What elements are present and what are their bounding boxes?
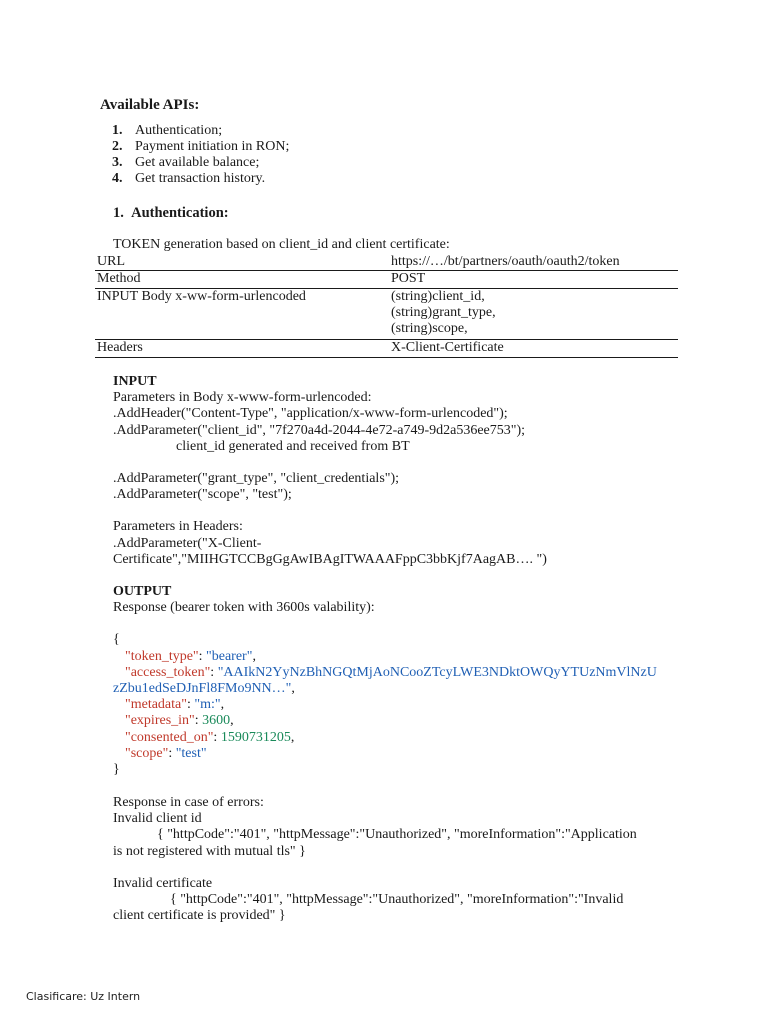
section-heading: 1. Authentication: [113, 205, 229, 221]
json-line: zZbu1edSeDJnFl8FMo9NN…", [113, 681, 295, 697]
list-item: 1. Authentication; [112, 123, 223, 138]
classification-footer: Clasificare: Uz Intern [26, 990, 141, 1003]
json-line: "metadata": "m:", [125, 697, 225, 713]
json-line: "consented_on": 1590731205, [125, 729, 295, 745]
token-intro: TOKEN generation based on client_id and client certificate: [113, 237, 450, 252]
output-title: OUTPUT [113, 584, 172, 599]
input-section: INPUT Parameters in Body x-www-form-urlencoded: .AddHeader("Content-Type", "application/x-www-form-urlencoded"); .AddParameter("client_id", "7f270a4d-2044-4e72-a749-9d2a536ee753"); client_id generated and received from BT .AddParameter("grant_type", "client_credentials"); .AddParameter("scope", "test"); Parameters in Headers: .AddParameter("X-Client- Certificate","MIIHGTCCBgGgAwIBAgITWAAAFppC3bbKjf7AagAB…. ") [113, 374, 547, 567]
json-line: "token_type": "bearer", [125, 648, 256, 664]
api-list [112, 123, 289, 187]
input-title: INPUT [113, 374, 157, 389]
page-heading: Available APIs: [100, 97, 200, 113]
table-row: URL https://…/bt/partners/oauth/oauth2/token [95, 254, 678, 271]
list-item: 2. Payment initiation in RON; [112, 139, 290, 154]
table-row: Method POST [95, 271, 678, 289]
table-row: Headers X-Client-Certificate [95, 340, 678, 358]
json-line: "access_token": "AAIkN2YyNzBhNGQtMjAoNCooZTcyLWE3NDktOWQyYTUzNmVlNzU [125, 664, 657, 680]
table-row: INPUT Body x-ww-form-urlencoded (string)client_id, (string)grant_type, (string)scope, [95, 289, 678, 340]
json-line: "expires_in": 3600, [125, 713, 234, 729]
output-section: OUTPUT Response (bearer token with 3600s valability): { "token_type": "bearer", "access_token": "AAIkN2YyNzBhNGQtMjAoNCooZTcyLWE3NDktOWQyYTUzNmVlNzU zZbu1edSeDJnFl8FMo9NN…", "metadata": "m:", "expires_in": 3600, "consented_on": 1590731205, "scope": "test" } [113, 584, 657, 778]
json-line: "scope": "test" [125, 745, 207, 761]
endpoint-table [95, 254, 678, 358]
list-item: 3. Get available balance; [112, 155, 260, 170]
list-item: 4. Get transaction history. [112, 171, 266, 186]
errors-section: Response in case of errors: Invalid client id { "httpCode":"401", "httpMessage":"Unauthorized", "moreInformation":"Application is not registered with mutual tls" } Invalid certificate { "httpCode":"401", "httpMessage":"Unauthorized", "moreInformation":"Invalid client certificate is provided" } [113, 795, 637, 924]
